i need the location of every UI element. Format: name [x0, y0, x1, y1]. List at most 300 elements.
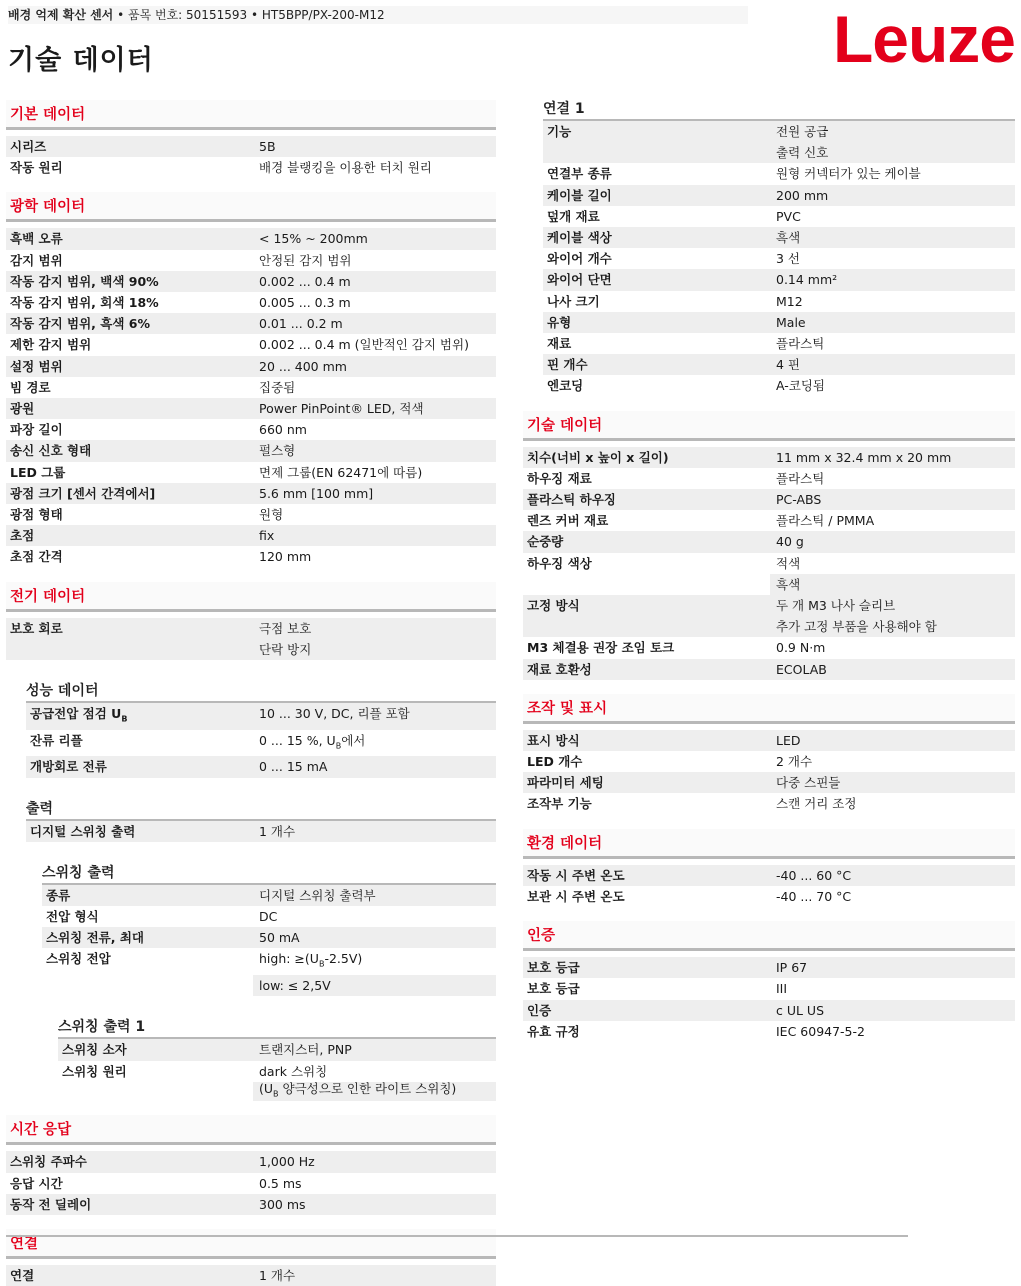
spec-value-line: 플라스틱 / PMMA [776, 513, 875, 529]
spec-label: 광점 형태 [10, 507, 63, 523]
spec-value [770, 333, 1015, 354]
section [6, 178, 496, 567]
spec-label: 설정 범위 [10, 358, 63, 374]
spec-value [770, 248, 1015, 269]
spec-value [770, 595, 1015, 637]
spec-row [543, 312, 1015, 333]
subsection [523, 100, 1015, 397]
spec-value [770, 865, 1015, 886]
section-title: 환경 데이터 [523, 829, 1015, 859]
spec-label: 전압 형식 [46, 909, 99, 925]
spec-value-line: 원형 커넥터가 있는 케이블 [776, 166, 921, 182]
spec-value-line: M12 [776, 293, 803, 309]
spec-value-line: ($U_B$ 양극성으로 인한 라이트 스위칭) [253, 1082, 496, 1102]
spec-label: 보호 등급 [527, 960, 580, 976]
spec-row [26, 756, 496, 777]
spec-label: 작동 감지 범위, 회색 18% [10, 295, 159, 311]
section-title: 연결 [6, 1229, 496, 1259]
spec-value [253, 271, 496, 292]
spec-label: 연결 [10, 1267, 35, 1283]
spec-row [523, 1021, 1015, 1042]
spec-row [523, 772, 1015, 793]
spec-row [58, 1037, 496, 1060]
separator: • [247, 8, 262, 22]
spec-label: 작동 시 주변 온도 [527, 867, 625, 883]
spec-label: 플라스틱 하우징 [527, 492, 616, 508]
spec-value-line: 660 nm [259, 422, 307, 438]
spec-value-line: 10 ... 30 V, DC, 리플 포함 [259, 706, 410, 722]
spec-value [770, 227, 1015, 248]
spec-label: 광원 [10, 401, 35, 417]
spec-value-line: 두 개 M3 나사 슬리브 [776, 598, 896, 614]
spec-value-line: 디지털 스위칭 출력부 [259, 887, 376, 903]
subsection-title: 성능 데이터 [26, 683, 99, 700]
spec-label: 흑백 오류 [10, 231, 63, 247]
section-title: 조작 및 표시 [523, 694, 1015, 724]
spec-value-line: 5B [259, 139, 276, 154]
spec-value [253, 885, 496, 906]
subsection [6, 660, 496, 778]
spec-row [42, 927, 496, 948]
spec-value [770, 206, 1015, 227]
spec-value-line: low: ≤ 2,5V [253, 975, 496, 996]
spec-label: 송신 신호 형태 [10, 443, 92, 459]
spec-value-line: 원형 [259, 507, 284, 523]
subsection-title: 스위칭 출력 [42, 864, 115, 881]
spec-row [523, 489, 1015, 510]
spec-label: 조작부 기능 [527, 796, 592, 812]
spec-row [543, 248, 1015, 269]
spec-row [523, 865, 1015, 886]
spec-value-line: IP 67 [776, 960, 808, 976]
spec-value-line: 0.002 ... 0.4 m [259, 273, 351, 289]
spec-row [6, 618, 496, 660]
spec-value-line: 4 핀 [776, 357, 801, 373]
spec-row [6, 398, 496, 419]
spec-value [253, 1265, 496, 1286]
spec-value [770, 1000, 1015, 1021]
spec-value [253, 821, 496, 842]
spec-value-line: 전원 공급 [776, 124, 829, 139]
spec-value [770, 531, 1015, 552]
spec-label: M3 체결용 권장 조임 토크 [527, 640, 675, 656]
section [6, 1215, 496, 1286]
spec-value [253, 1194, 496, 1215]
section-title: 광학 데이터 [6, 192, 496, 222]
spec-label: 케이블 길이 [547, 187, 612, 203]
spec-value-line: < 15% ~ 200mm [259, 231, 368, 247]
spec-value [253, 334, 496, 355]
spec-value-line: 0.01 ... 0.2 m [259, 316, 343, 332]
spec-label: 치수(너비 x 높이 x 길이) [527, 449, 669, 465]
spec-row [42, 883, 496, 906]
spec-value [253, 703, 496, 724]
spec-label: 연결부 종류 [547, 166, 612, 182]
spec-row [6, 271, 496, 292]
spec-value-line: DC [259, 909, 278, 925]
spec-value [253, 948, 496, 996]
spec-row [543, 354, 1015, 375]
spec-value-line: 20 ... 400 mm [259, 358, 347, 374]
spec-value [253, 756, 496, 777]
spec-value [253, 730, 496, 757]
spec-label: 보호 등급 [527, 981, 580, 997]
spec-value-line: Power PinPoint® LED, 적색 [259, 401, 424, 417]
spec-value [770, 510, 1015, 531]
spec-row [543, 291, 1015, 312]
section-title: 전기 데이터 [6, 582, 496, 612]
spec-value-line: 배경 블랭킹을 이용한 터치 원리 [259, 160, 432, 176]
spec-value [253, 1061, 496, 1102]
spec-row [6, 440, 496, 461]
spec-label: 고정 방식 [527, 598, 580, 614]
spec-value-line: 200 mm [776, 187, 829, 203]
spec-label: LED 개수 [527, 754, 583, 770]
spec-value-line: 3 선 [776, 251, 801, 267]
spec-value [253, 157, 496, 178]
spec-label: 기능 [547, 124, 572, 139]
footer-divider [6, 1235, 908, 1237]
spec-label: 표시 방식 [527, 732, 580, 748]
spec-value-line: 0.5 ms [259, 1175, 302, 1191]
spec-label: 스위칭 원리 [62, 1063, 127, 1079]
separator: • [113, 8, 128, 22]
spec-row [6, 313, 496, 334]
spec-row [523, 553, 1015, 595]
spec-value-line: 2 개수 [776, 754, 813, 770]
spec-value-line: Male [776, 314, 806, 330]
spec-value [770, 978, 1015, 999]
subsection [6, 996, 496, 1101]
spec-label: 공급전압 점검 $U_B$ [30, 706, 128, 724]
subsection [6, 778, 496, 842]
spec-label: 재료 호환성 [527, 661, 592, 677]
section [523, 907, 1015, 1042]
spec-value [770, 1021, 1015, 1042]
section-title: 기술 데이터 [523, 411, 1015, 441]
spec-value-line: 다중 스핀들 [776, 775, 841, 791]
left-column [6, 100, 496, 1286]
spec-value-line: 0.14 mm² [776, 272, 838, 288]
section [523, 815, 1015, 907]
spec-value [253, 462, 496, 483]
spec-value [253, 525, 496, 546]
spec-value-line: 120 mm [259, 549, 312, 565]
spec-value-line: 펄스형 [259, 443, 296, 459]
spec-row [6, 525, 496, 546]
spec-value-line: 1 개수 [259, 1267, 296, 1283]
spec-value [253, 1151, 496, 1172]
spec-value [770, 468, 1015, 489]
spec-label: 광점 크기 [센서 간격에서] [10, 485, 156, 501]
spec-value-line: A-코딩됨 [776, 378, 826, 394]
spec-row [543, 269, 1015, 290]
spec-value-line: 안정된 감지 범위 [259, 252, 352, 268]
spec-label: 초점 [10, 528, 35, 544]
spec-row [543, 163, 1015, 184]
spec-label: 재료 [547, 336, 572, 352]
page-title: 기술 데이터 [8, 45, 154, 76]
spec-row [523, 531, 1015, 552]
spec-value [770, 730, 1015, 751]
spec-label: 유효 규정 [527, 1023, 580, 1039]
spec-label: 와이어 단면 [547, 272, 612, 288]
spec-row [6, 292, 496, 313]
spec-value [253, 504, 496, 525]
spec-label: 인증 [527, 1002, 552, 1018]
spec-value-line: 0.002 ... 0.4 m (일반적인 감지 범위) [259, 337, 469, 353]
spec-value [770, 637, 1015, 658]
spec-value-line: 50 mA [259, 930, 300, 946]
spec-row [523, 793, 1015, 814]
spec-row [6, 1265, 496, 1286]
section [6, 568, 496, 660]
spec-label: 보관 시 주변 온도 [527, 888, 625, 904]
spec-label: 작동 감지 범위, 흑색 6% [10, 316, 150, 332]
spec-row [543, 206, 1015, 227]
spec-label: 응답 시간 [10, 1175, 63, 1191]
spec-value-line: ECOLAB [776, 661, 827, 677]
spec-value-line: 0.9 N·m [776, 640, 826, 656]
spec-value [253, 546, 496, 567]
spec-label: 감지 범위 [10, 252, 63, 268]
spec-value-line: 11 mm x 32.4 mm x 20 mm [776, 449, 952, 465]
model-number: HT5BPP/PX-200-M12 [261, 8, 385, 22]
spec-value [770, 659, 1015, 680]
spec-row [6, 483, 496, 504]
spec-row [523, 1000, 1015, 1021]
spec-row [523, 468, 1015, 489]
spec-row [26, 819, 496, 842]
spec-value-line: fix [259, 528, 275, 544]
spec-row [543, 375, 1015, 396]
spec-value [770, 185, 1015, 206]
spec-value-line: c UL US [776, 1002, 825, 1018]
spec-value [770, 957, 1015, 978]
section [523, 680, 1015, 815]
spec-value-line: 스캔 거리 조정 [776, 796, 857, 812]
spec-value-line: 0 ... 15 mA [259, 759, 328, 775]
spec-value-line: 추가 고정 부품을 사용해야 함 [776, 619, 937, 635]
spec-label: 하우징 재료 [527, 470, 592, 486]
spec-value [770, 354, 1015, 375]
spec-row [6, 546, 496, 567]
spec-label: 스위칭 소자 [62, 1042, 127, 1058]
spec-value [253, 136, 496, 157]
spec-label: 작동 원리 [10, 160, 63, 176]
spec-value-line: PC-ABS [776, 492, 822, 508]
spec-label: LED 그룹 [10, 464, 66, 480]
spec-row [6, 250, 496, 271]
spec-label: 보호 회로 [10, 620, 63, 636]
spec-row [6, 334, 496, 355]
spec-value-line: 플라스틱 [776, 336, 825, 352]
spec-value [253, 356, 496, 377]
spec-row [42, 906, 496, 927]
spec-value-line: high: $\ge(U_B-2.5V)$ [259, 951, 363, 969]
spec-value-line: 300 ms [259, 1196, 306, 1212]
spec-label: 빔 경로 [10, 379, 51, 395]
section [6, 1101, 496, 1215]
spec-value-line: -40 ... 70 °C [776, 888, 852, 904]
spec-value [770, 751, 1015, 772]
spec-value [253, 419, 496, 440]
section [523, 397, 1015, 680]
spec-value-line: 1 개수 [259, 823, 296, 839]
spec-value [770, 291, 1015, 312]
spec-value-line: 적색 [776, 555, 801, 571]
subsection-title: 출력 [26, 800, 54, 817]
spec-value [770, 269, 1015, 290]
spec-value [253, 1039, 496, 1060]
spec-row [523, 659, 1015, 680]
spec-value [770, 553, 1015, 595]
product-type: 배경 억제 확산 센서 [8, 8, 114, 22]
spec-row [543, 185, 1015, 206]
spec-label: 덮개 재료 [547, 208, 600, 224]
spec-label: 스위칭 주파수 [10, 1154, 87, 1170]
spec-value-line: 5.6 mm [100 mm] [259, 485, 374, 501]
spec-value [253, 440, 496, 461]
spec-row [523, 730, 1015, 751]
spec-row [543, 119, 1015, 163]
header-breadcrumb [8, 6, 748, 24]
spec-value-line: LED [776, 732, 801, 748]
spec-value [253, 377, 496, 398]
spec-value-line: IEC 60947-5-2 [776, 1023, 865, 1039]
spec-value-line: 40 g [776, 534, 804, 550]
spec-label: 제한 감지 범위 [10, 337, 92, 353]
right-column [523, 100, 1015, 1042]
spec-value-line: 흑색 [770, 574, 1015, 595]
spec-row [523, 978, 1015, 999]
spec-value [253, 292, 496, 313]
spec-row [543, 333, 1015, 354]
spec-value [770, 163, 1015, 184]
spec-row [6, 419, 496, 440]
spec-value [253, 927, 496, 948]
spec-label: 하우징 색상 [527, 555, 592, 571]
spec-row [523, 510, 1015, 531]
section [6, 100, 496, 178]
spec-value [770, 312, 1015, 333]
spec-value [770, 121, 1015, 163]
spec-row [523, 957, 1015, 978]
spec-row [26, 730, 496, 757]
spec-row [42, 948, 496, 996]
spec-row [26, 701, 496, 730]
spec-row [6, 1151, 496, 1172]
spec-label: 스위칭 전류, 최대 [46, 930, 144, 946]
spec-label: 파장 길이 [10, 422, 63, 438]
spec-label: 유형 [547, 314, 572, 330]
spec-row [543, 227, 1015, 248]
spec-row [523, 751, 1015, 772]
spec-row [6, 1173, 496, 1194]
spec-value-line: 0 ... 15 %, $U_B$에서 [259, 732, 366, 751]
spec-value [253, 250, 496, 271]
spec-label: 순중량 [527, 534, 564, 550]
spec-value-line: 극점 보호 [259, 620, 312, 636]
spec-row [523, 447, 1015, 468]
spec-value [770, 489, 1015, 510]
spec-value [770, 772, 1015, 793]
spec-label: 동작 전 딜레이 [10, 1196, 92, 1212]
spec-value [770, 793, 1015, 814]
spec-value [253, 618, 496, 660]
part-number: 품목 번호: 50151593 [128, 8, 248, 22]
spec-value-line: 0.005 ... 0.3 m [259, 295, 351, 311]
spec-label: 파라미터 세팅 [527, 775, 604, 791]
spec-label: 초점 간격 [10, 549, 63, 565]
spec-value-line: 트랜지스터, PNP [259, 1042, 352, 1058]
spec-label: 핀 개수 [547, 357, 588, 373]
spec-row [523, 637, 1015, 658]
spec-value [253, 313, 496, 334]
spec-label: 종류 [46, 887, 71, 903]
spec-label: 스위칭 전압 [46, 951, 111, 967]
spec-row [523, 886, 1015, 907]
spec-label: 나사 크기 [547, 293, 600, 309]
subsection [6, 842, 496, 997]
spec-value [253, 398, 496, 419]
spec-label: 잔류 리플 [30, 732, 83, 748]
spec-value-line: 출력 신호 [776, 145, 829, 161]
spec-label: 작동 감지 범위, 백색 90% [10, 273, 159, 289]
subsection-title: 연결 1 [543, 101, 585, 117]
spec-row [6, 356, 496, 377]
subsection-title: 스위칭 출력 1 [58, 1019, 146, 1036]
spec-label: 디지털 스위칭 출력 [30, 823, 136, 839]
spec-value [253, 906, 496, 927]
spec-row [6, 136, 496, 157]
spec-value-line: dark 스위칭 [259, 1063, 328, 1079]
spec-label: 엔코딩 [547, 378, 584, 394]
spec-row [523, 595, 1015, 637]
spec-row [6, 377, 496, 398]
spec-row [6, 1194, 496, 1215]
spec-value-line: -40 ... 60 °C [776, 867, 852, 883]
spec-value-line: PVC [776, 208, 801, 224]
leuze-logo: Leuze [832, 2, 1015, 76]
spec-value-line: 플라스틱 [776, 470, 825, 486]
section-title: 인증 [523, 921, 1015, 951]
spec-value [253, 1173, 496, 1194]
spec-value-line: III [776, 981, 788, 997]
spec-value [770, 447, 1015, 468]
spec-value-line: 흑색 [776, 230, 801, 246]
spec-value-line: 1,000 Hz [259, 1154, 315, 1170]
spec-value [253, 228, 496, 249]
spec-label: 렌즈 커버 재료 [527, 513, 609, 529]
spec-value [770, 375, 1015, 396]
spec-row [6, 504, 496, 525]
spec-label: 시리즈 [10, 139, 47, 154]
spec-row [6, 462, 496, 483]
spec-label: 개방회로 전류 [30, 759, 107, 775]
spec-row [58, 1061, 496, 1102]
spec-row [6, 228, 496, 249]
spec-row [6, 157, 496, 178]
spec-value-line: 단락 방지 [259, 641, 312, 657]
spec-label: 케이블 색상 [547, 230, 612, 246]
spec-value [253, 483, 496, 504]
spec-label: 와이어 개수 [547, 251, 612, 267]
spec-value-line: 면제 그룹(EN 62471에 따름) [259, 464, 423, 480]
section-title: 기본 데이터 [6, 100, 496, 130]
spec-value-line: 집중됨 [259, 379, 296, 395]
section-title: 시간 응답 [6, 1115, 496, 1145]
